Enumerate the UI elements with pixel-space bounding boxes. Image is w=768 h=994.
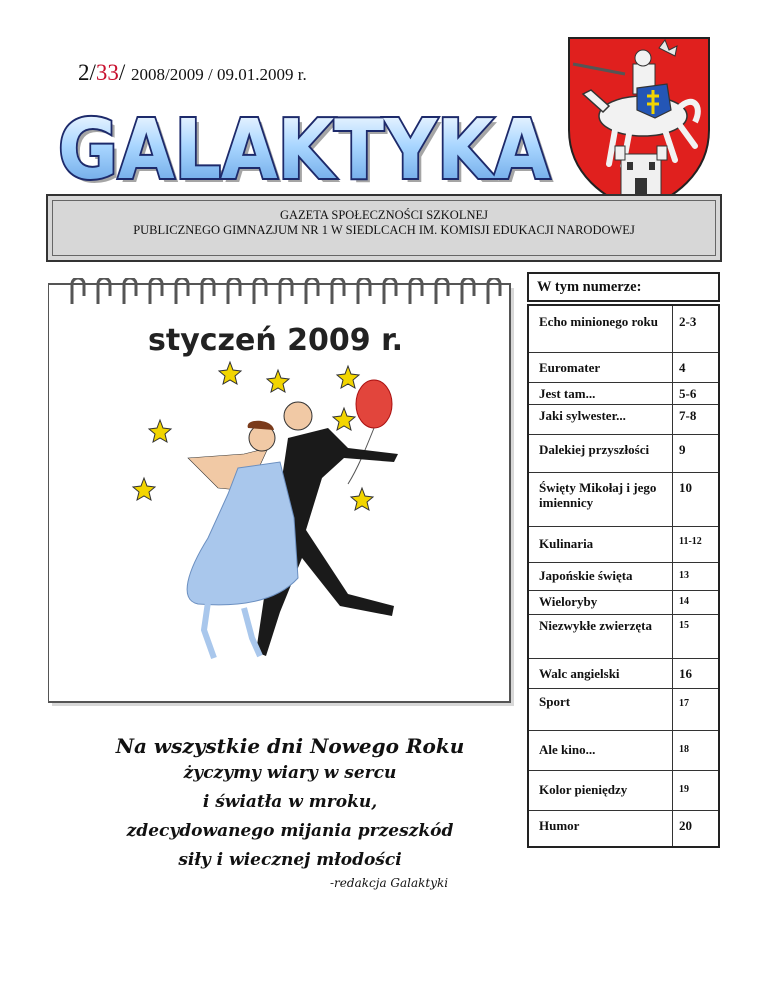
issue-number-red: 33 <box>95 60 119 85</box>
toc-item-sport[interactable] <box>529 688 718 731</box>
toc-item-pages: 17 <box>679 698 689 709</box>
toc-item-jaki-sylwester[interactable] <box>529 404 718 435</box>
toc-item-title: Kolor pieniędzy <box>539 782 628 797</box>
toc-item-swiety-mikolaj[interactable] <box>529 472 718 527</box>
toc-item-pages: 13 <box>679 570 689 581</box>
toc-item-title: Jest tam... <box>539 386 596 401</box>
toc-item-kolor-pieniedzy[interactable] <box>529 770 718 811</box>
toc-item-title: Sport <box>539 694 571 709</box>
wishes-line-3: i światła w mroku, <box>202 792 378 812</box>
toc-item-pages: 19 <box>679 784 689 795</box>
toc-item-pages: 5-6 <box>679 386 697 401</box>
wishes-line-1: Na wszystkie dni Nowego Roku <box>115 734 465 758</box>
toc-header: W tym numerze: <box>527 272 720 302</box>
toc-item-pages: 18 <box>679 744 689 755</box>
toc-item-pages: 14 <box>679 596 689 607</box>
toc-item-pages: 4 <box>679 360 686 375</box>
toc-item-title: Walc angielski <box>539 666 620 681</box>
toc-item-pages: 16 <box>679 666 692 681</box>
toc-item-ale-kino[interactable] <box>529 730 718 771</box>
siedlce-coat-of-arms <box>563 34 715 212</box>
toc-item-pages: 15 <box>679 620 689 631</box>
toc-item-humor[interactable] <box>529 810 718 846</box>
toc-item-title: Wieloryby <box>539 594 598 609</box>
toc-item-pages: 2-3 <box>679 314 697 329</box>
toc-item-euromater[interactable] <box>529 352 718 383</box>
issue-date: 2008/2009 / 09.01.2009 r. <box>131 65 307 84</box>
toc-item-title: Ale kino... <box>539 742 596 757</box>
subtitle-banner <box>46 194 722 262</box>
issue-number <box>78 60 307 86</box>
toc-item-japonskie-swieta[interactable] <box>529 562 718 591</box>
toc-item-title: Euromater <box>539 360 601 375</box>
wishes-line-2: życzymy wiary w sercu <box>183 763 397 783</box>
toc-item-pages: 7-8 <box>679 408 697 423</box>
toc-item-echo[interactable] <box>529 306 718 353</box>
calendar-illustration <box>48 278 518 710</box>
toc-item-dalekiej-przyszlosci[interactable] <box>529 434 718 473</box>
calendar-title: styczeń 2009 r. <box>148 323 403 358</box>
wishes-line-5: siły i wiecznej młodości <box>178 850 402 870</box>
toc-item-title: Humor <box>539 818 580 833</box>
toc-item-jest-tam[interactable] <box>529 382 718 405</box>
table-of-contents <box>527 304 720 848</box>
issue-suffix: / <box>118 60 132 85</box>
toc-item-wieloryby[interactable] <box>529 590 718 615</box>
logo-shadow: GALAKTYKA <box>62 107 555 194</box>
toc-item-title: Niezwykłe zwierzęta <box>539 618 652 633</box>
wishes-line-4: zdecydowanego mijania przeszkód <box>126 821 454 841</box>
toc-item-title: Echo minionego roku <box>539 314 658 329</box>
galaktyka-logo <box>52 98 556 194</box>
issue-prefix: 2/ <box>78 60 96 85</box>
banner-line-2: PUBLICZNEGO GIMNAZJUM NR 1 W SIEDLCACH IM. KOMISJI EDUKACJI NARODOWEJ <box>133 223 635 237</box>
toc-item-pages: 9 <box>679 442 686 457</box>
new-year-wishes <box>80 733 500 875</box>
logo-text: GALAKTYKA <box>58 103 551 194</box>
toc-item-title: Święty Mikołaj i jego imiennicy <box>539 480 657 510</box>
wishes-signature: -redakcja Galaktyki <box>330 876 449 890</box>
toc-item-pages: 20 <box>679 818 692 833</box>
toc-item-kulinaria[interactable] <box>529 526 718 563</box>
toc-item-pages: 11-12 <box>679 536 702 547</box>
toc-item-title: Dalekiej przyszłości <box>539 442 650 457</box>
toc-item-title: Japońskie święta <box>539 568 633 583</box>
toc-item-pages: 10 <box>679 480 692 495</box>
toc-item-walc-angielski[interactable] <box>529 658 718 689</box>
toc-item-niezwykle-zwierzeta[interactable] <box>529 614 718 659</box>
banner-line-1: GAZETA SPOŁECZNOŚCI SZKOLNEJ <box>279 208 489 222</box>
toc-item-title: Jaki sylwester... <box>539 408 626 423</box>
toc-item-title: Kulinaria <box>539 536 594 551</box>
